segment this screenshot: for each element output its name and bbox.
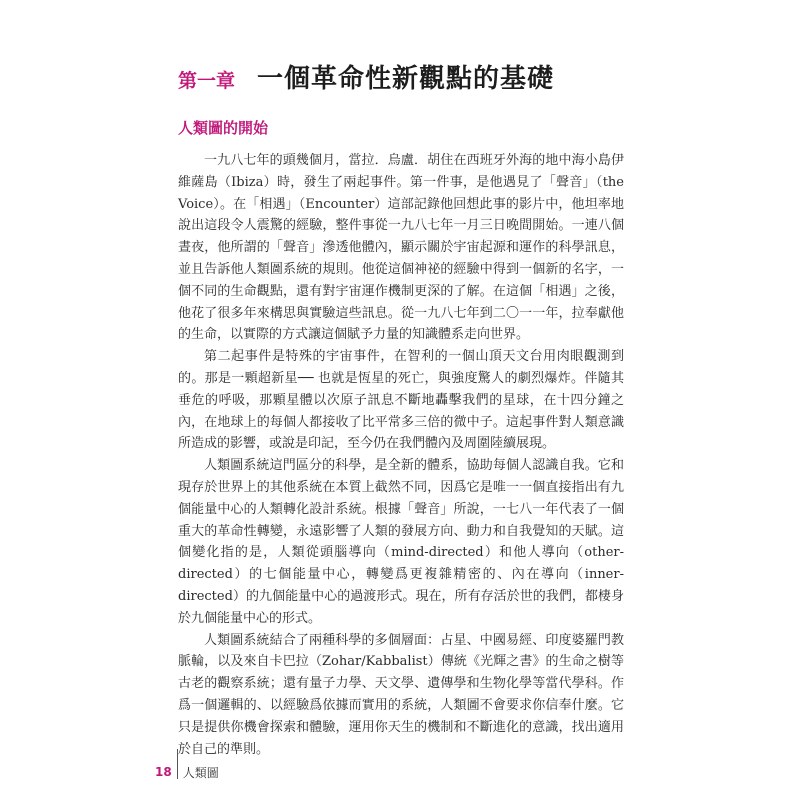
body-text [178, 150, 624, 760]
chapter-label: 第一章 [178, 70, 236, 92]
paragraph: 人類圖系統結合了兩種科學的多個層面：占星、中國易經、印度婆羅門教脈輪，以及來自卡巴拉（Zohar/Kabbalist）傳統《光輝之書》的生命之樹等古老的觀察系統；還有量子力學、天文學、遺傳學和生物化學等當代學科。作爲一個邏輯的、以經驗爲依據而實用的系統，人類圖不會要求你信奉什麼。它只是提供你機會探索和體驗，運用你天生的機制和不斷進化的意識，找出適用於自己的準則。 [178, 632, 624, 757]
running-title: 人類圖 [182, 765, 219, 780]
chapter-header [178, 58, 554, 95]
page-number: 18 [155, 765, 172, 779]
page-footer [155, 757, 219, 787]
paragraph: 第二起事件是特殊的宇宙事件，在智利的一個山頂天文台用肉眼觀測到的。那是一顆超新星── 也就是恆星的死亡，與強度驚人的劇烈爆炸。伴隨其垂危的呼吸，那顆星體以次原子訊息不斷地轟擊我們的星球，在十四分鐘之內，在地球上的每個人都接收了比平常多三倍的微中子。這起事件對人類意識所造成的影響，或說是印記，至今仍在我們體內及周圍陸續展現。 [178, 349, 624, 452]
section-heading: 人類圖的開始 [178, 119, 269, 137]
paragraph: 一九八七年的頭幾個月，當拉．烏盧．胡住在西班牙外海的地中海小島伊維薩島（Ibiza）時，發生了兩起事件。第一件事，是他遇見了「聲音」（the Voice）。在「相遇」（Encounter）這部記錄他回想此事的影片中，他坦率地說出這段令人震驚的經驗，整件事從一九八七年一月三日晚間開始。一連八個晝夜，他所謂的「聲音」滲透他體內，顯示關於宇宙起源和運作的科學訊息，並且告訴他人類圖系統的規則。他從這個神祕的經驗中得到一個新的名字，一個不同的生命觀點，還有對宇宙運作機制更深的了解。在這個「相遇」之後，他花了很多年來構思與實驗這些訊息。從一九八七年到二〇一一年，拉奉獻他的生命，以實際的方式讓這個賦予力量的知識體系走向世界。 [178, 153, 624, 343]
chapter-title: 一個革命性新觀點的基礎 [257, 64, 555, 94]
paragraph: 人類圖系統這門區分的科學，是全新的體系，協助每個人認識自我。它和現存於世界上的其他系統在本質上截然不同，因爲它是唯一一個直接指出有九個能量中心的人類轉化設計系統。根據「聲音」所說，一七八一年代表了一個重大的革命性轉變，永遠影響了人類的發展方向、動力和自我覺知的天賦。這個變化指的是，人類從頭腦導向（mind-directed）和他人導向（other-directed）的七個能量中心，轉變爲更複雜精密的、內在導向（inner-directed）的九個能量中心的過渡形式。現在，所有存活於世的我們，都棲身於九個能量中心的形式。 [178, 458, 624, 626]
footer-divider [177, 749, 178, 779]
